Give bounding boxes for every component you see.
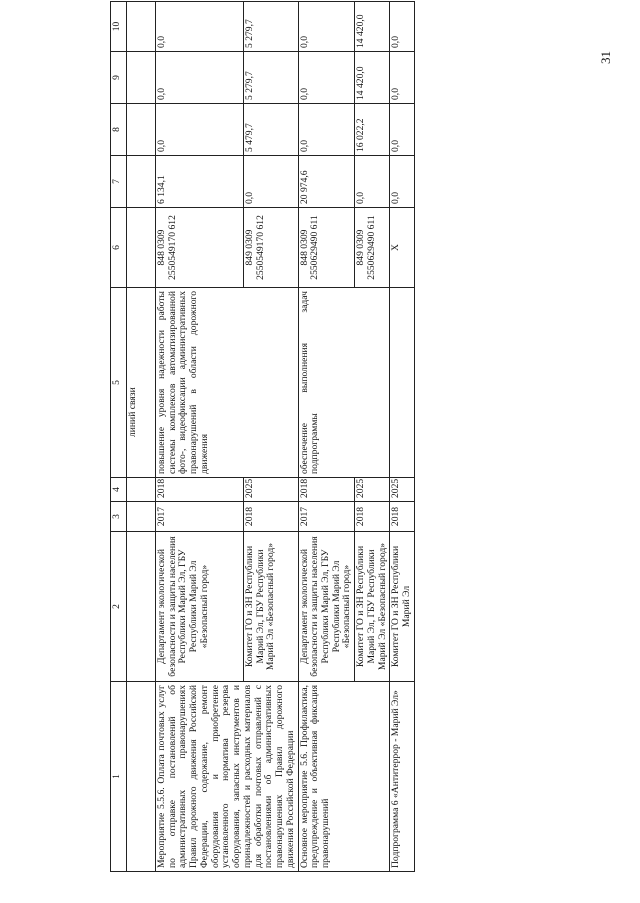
value-col-7: 0,0 xyxy=(355,156,390,208)
column-header: 6 xyxy=(111,208,127,288)
budget-code: 849 0309 2550549170 612 xyxy=(243,208,298,288)
budget-code: 848 0309 2550549170 612 xyxy=(156,208,244,288)
column-header: 7 xyxy=(111,156,127,208)
column-header: 2 xyxy=(111,532,127,682)
value-col-8: 0,0 xyxy=(390,104,414,156)
expected-result: обеспечение выполнения задач подпрограммы xyxy=(298,288,390,478)
start-year: 2018 xyxy=(243,502,298,532)
responsible-executor: Комитет ГО и ЗН Республики Марий Эл xyxy=(390,532,414,682)
end-year: 2018 xyxy=(156,478,244,502)
responsible-executor: Департамент экологической безопасности и защиты населения Республики Марий Эл, ГБУ Республики Марий Эл «Безопасный город» xyxy=(156,532,244,682)
budget-code: 848 0309 2550629490 611 xyxy=(298,208,355,288)
value-col-10: 0,0 xyxy=(156,2,244,52)
value-col-10: 14 420,0 xyxy=(355,2,390,52)
header-row xyxy=(111,2,127,872)
value-col-9: 0,0 xyxy=(390,52,414,104)
responsible-executor: Департамент экологической безопасности и защиты населения Республики Марий Эл, ГБУ Республики Марий Эл «Безопасный город» xyxy=(298,532,355,682)
column-header: 8 xyxy=(111,104,127,156)
measure-name: Основное мероприятие 5.6. Профилактика, предупреждение и объективная фиксация правонарушений xyxy=(298,682,390,872)
value-col-9: 0,0 xyxy=(156,52,244,104)
start-year: 2018 xyxy=(355,502,390,532)
value-col-9: 5 279,7 xyxy=(243,52,298,104)
end-year: 2025 xyxy=(390,478,414,502)
expected-result: повышение уровня надежности работы системы комплексов автоматизированной фото-, видеофиксации административных правонарушений в области дорожного движения xyxy=(156,288,299,478)
expected-result xyxy=(390,288,414,478)
value-col-7: 0,0 xyxy=(243,156,298,208)
value-col-10: 5 279,7 xyxy=(243,2,298,52)
value-col-8: 16 022,2 xyxy=(355,104,390,156)
page-number: 31 xyxy=(598,51,613,64)
column-header: 1 xyxy=(111,682,127,872)
value-col-7: 20 974,6 xyxy=(298,156,355,208)
end-year: 2018 xyxy=(298,478,355,502)
column-header: 9 xyxy=(111,52,127,104)
value-col-8: 0,0 xyxy=(156,104,244,156)
end-year: 2025 xyxy=(355,478,390,502)
responsible-executor: Комитет ГО и ЗН Республики Марий Эл, ГБУ Республики Марий Эл «Безопасный город» xyxy=(355,532,390,682)
table-row xyxy=(298,2,355,872)
budget-code: 849 0309 2550629490 611 xyxy=(355,208,390,288)
column-header: 3 xyxy=(111,502,127,532)
value-col-9: 14 420,0 xyxy=(355,52,390,104)
value-col-7: 6 134,1 xyxy=(156,156,244,208)
start-year: 2017 xyxy=(298,502,355,532)
column-header: 10 xyxy=(111,2,127,52)
rotated-table-wrapper xyxy=(110,2,590,872)
table-row xyxy=(390,2,414,872)
value-col-9: 0,0 xyxy=(298,52,355,104)
value-col-7: 0,0 xyxy=(390,156,414,208)
value-col-10: 0,0 xyxy=(298,2,355,52)
continuation-row xyxy=(127,2,156,872)
continuation-text: линий связи xyxy=(127,288,156,478)
budget-code: X xyxy=(390,208,414,288)
start-year: 2017 xyxy=(156,502,244,532)
table-row xyxy=(156,2,244,872)
value-col-8: 5 479,7 xyxy=(243,104,298,156)
measure-name: Подпрограмма 6 «Антитеррор - Марий Эл» xyxy=(390,682,414,872)
column-header: 4 xyxy=(111,478,127,502)
value-col-8: 0,0 xyxy=(298,104,355,156)
value-col-10: 0,0 xyxy=(390,2,414,52)
measure-name: Мероприятие 5.5.6. Оплата почтовых услуг по отправке постановлений об административных правонарушениях Правил дорожного движения Российской Федерации, содержание, ремонт оборудования и приобретение установленного норматива резерва оборудования, запасных инструментов и принадлежностей и расходных материалов для обработки почтовых отправлений с постановлениями об административных правонарушениях Правил дорожного движения Российской Федерации xyxy=(156,682,299,872)
column-header: 5 xyxy=(111,288,127,478)
end-year: 2025 xyxy=(243,478,298,502)
budget-table xyxy=(110,1,415,872)
start-year: 2018 xyxy=(390,502,414,532)
responsible-executor: Комитет ГО и ЗН Республики Марий Эл, ГБУ Республики Марий Эл «Безопасный город» xyxy=(243,532,298,682)
